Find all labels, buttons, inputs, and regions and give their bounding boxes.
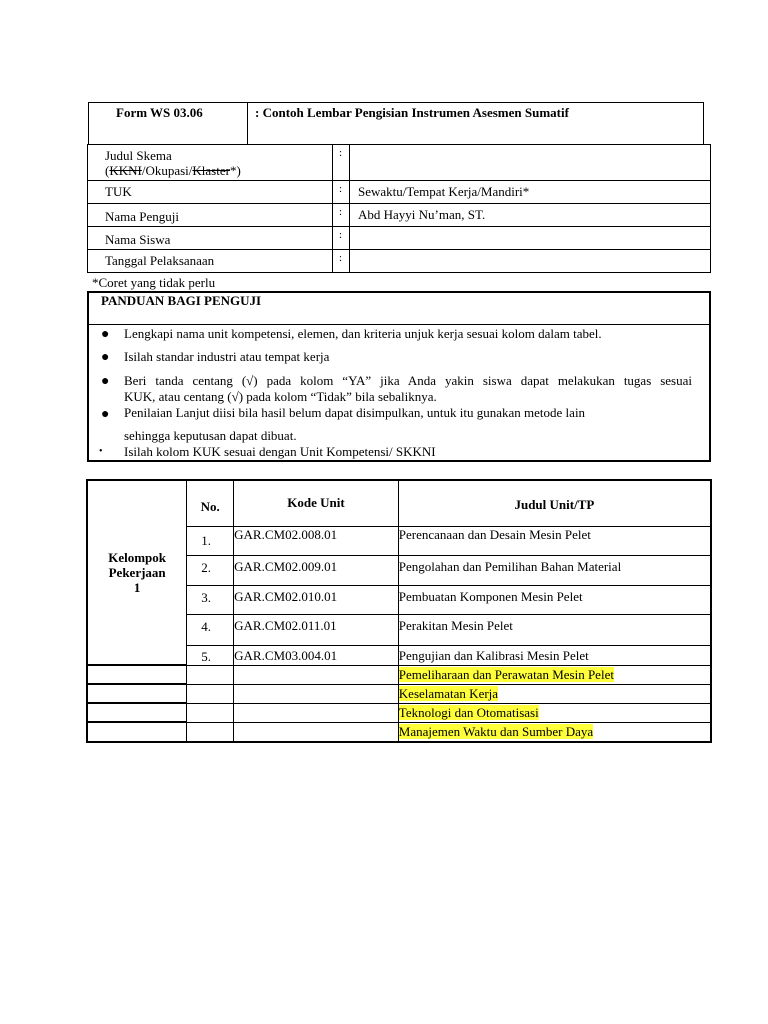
panduan-item: Isilah standar industri atau tempat kerja xyxy=(124,349,330,364)
info-colon: : xyxy=(333,204,350,227)
info-label: TUK xyxy=(88,181,333,204)
info-value[interactable] xyxy=(350,145,711,181)
unit-kode: GAR.CM02.009.01 xyxy=(234,555,399,585)
info-table xyxy=(87,144,711,273)
info-row-siswa xyxy=(88,227,711,250)
label-text: Judul Skema xyxy=(105,148,172,163)
extra-row xyxy=(87,703,711,722)
header-kode: Kode Unit xyxy=(234,480,399,526)
panduan-item: Penilaian Lanjut diisi bila hasil belum dapat disimpulkan, untuk itu gunakan metode lain xyxy=(124,405,586,420)
empty-cell xyxy=(234,665,399,684)
info-label xyxy=(88,145,333,181)
extra-judul-text: Pemeliharaan dan Perawatan Mesin Pelet xyxy=(398,666,614,682)
unit-judul: Perencanaan dan Desain Mesin Pelet xyxy=(398,526,711,555)
group-label-cell xyxy=(87,480,187,665)
empty-cell xyxy=(87,665,187,684)
unit-judul: Pembuatan Komponen Mesin Pelet xyxy=(398,585,711,614)
label-strike: KKNI xyxy=(109,163,142,178)
group-label: 1 xyxy=(133,580,141,595)
panduan-item: Beri tanda centang (√) pada kolom “YA” jika Anda yakin siswa dapat melakukan tugas sesuai xyxy=(124,373,692,388)
info-value[interactable] xyxy=(350,227,711,250)
panduan-title: PANDUAN BAGI PENGUJI xyxy=(101,293,262,308)
unit-no: 3. xyxy=(187,585,234,614)
bullet-icon: ● xyxy=(101,374,110,389)
panduan-divider xyxy=(89,324,709,325)
extra-row xyxy=(87,684,711,703)
info-label: Tanggal Pelaksanaan xyxy=(88,250,333,273)
info-colon: : xyxy=(333,227,350,250)
unit-kode: GAR.CM02.011.01 xyxy=(234,614,399,645)
unit-no: 4. xyxy=(187,614,234,645)
empty-cell xyxy=(234,722,399,742)
empty-cell xyxy=(87,703,187,722)
info-row-tanggal xyxy=(88,250,711,273)
unit-kode: GAR.CM02.010.01 xyxy=(234,585,399,614)
extra-row xyxy=(87,722,711,742)
unit-table xyxy=(86,479,712,743)
group-label: Pekerjaan xyxy=(108,565,166,580)
empty-cell xyxy=(187,703,234,722)
bullet-icon: ● xyxy=(101,327,110,342)
header-judul: Judul Unit/TP xyxy=(398,480,711,526)
extra-judul-text: Teknologi dan Otomatisasi xyxy=(398,704,539,720)
unit-no: 2. xyxy=(187,555,234,585)
unit-kode: GAR.CM03.004.01 xyxy=(234,645,399,665)
extra-row xyxy=(87,665,711,684)
info-value[interactable]: Abd Hayyi Nu’man, ST. xyxy=(350,204,711,227)
panduan-item-cont: KUK, atau centang (√) pada kolom “Tidak” bila sebaliknya. xyxy=(124,389,437,404)
unit-kode: GAR.CM02.008.01 xyxy=(234,526,399,555)
info-row-judul-skema xyxy=(88,145,711,181)
label-text: ( xyxy=(105,163,110,178)
empty-cell xyxy=(87,684,187,703)
unit-judul: Pengujian dan Kalibrasi Mesin Pelet xyxy=(398,645,711,665)
unit-header-row xyxy=(87,480,711,526)
panduan-item-cont: sehingga keputusan dapat dibuat. xyxy=(124,428,297,443)
info-colon: : xyxy=(333,145,350,181)
info-row-penguji xyxy=(88,204,711,227)
empty-cell xyxy=(187,665,234,684)
label-strike: Klaster xyxy=(192,163,230,178)
empty-cell xyxy=(187,722,234,742)
form-code: Form WS 03.06 xyxy=(116,105,203,120)
extra-judul-text: Manajemen Waktu dan Sumber Daya xyxy=(398,723,594,739)
extra-judul-text: Keselamatan Kerja xyxy=(398,685,499,701)
unit-table-wrap xyxy=(86,479,712,741)
empty-cell xyxy=(234,703,399,722)
small-bullet-icon: • xyxy=(99,446,103,457)
info-colon: : xyxy=(333,250,350,273)
panduan-box xyxy=(87,291,711,462)
empty-cell xyxy=(234,684,399,703)
info-value[interactable]: Sewaktu/Tempat Kerja/Mandiri* xyxy=(350,181,711,204)
bullet-icon: ● xyxy=(101,407,110,422)
form-code-cell xyxy=(89,103,248,144)
label-text: *) xyxy=(229,163,241,178)
extra-judul xyxy=(398,722,711,742)
extra-judul xyxy=(398,665,711,684)
form-header xyxy=(88,102,704,144)
info-row-tuk xyxy=(88,181,711,204)
label-text: /Okupasi/ xyxy=(141,163,193,178)
unit-judul: Perakitan Mesin Pelet xyxy=(398,614,711,645)
form-title: : Contoh Lembar Pengisian Instrumen Asesmen Sumatif xyxy=(255,105,569,120)
strike-note: *Coret yang tidak perlu xyxy=(92,275,216,290)
bullet-icon: ● xyxy=(101,350,110,365)
panduan-item: Isilah kolom KUK sesuai dengan Unit Kompetensi/ SKKNI xyxy=(124,444,436,459)
extra-judul xyxy=(398,684,711,703)
extra-judul xyxy=(398,703,711,722)
empty-cell xyxy=(187,684,234,703)
panduan-item: Lengkapi nama unit kompetensi, elemen, dan kriteria unjuk kerja sesuai kolom dalam tabel. xyxy=(124,326,602,341)
empty-cell xyxy=(87,722,187,742)
info-colon: : xyxy=(333,181,350,204)
info-label: Nama Siswa xyxy=(88,227,333,250)
unit-no: 1. xyxy=(187,526,234,555)
info-label: Nama Penguji xyxy=(88,204,333,227)
unit-no: 5. xyxy=(187,645,234,665)
unit-judul: Pengolahan dan Pemilihan Bahan Material xyxy=(398,555,711,585)
header-no: No. xyxy=(187,480,234,526)
group-label: Kelompok xyxy=(108,550,167,565)
info-value[interactable] xyxy=(350,250,711,273)
